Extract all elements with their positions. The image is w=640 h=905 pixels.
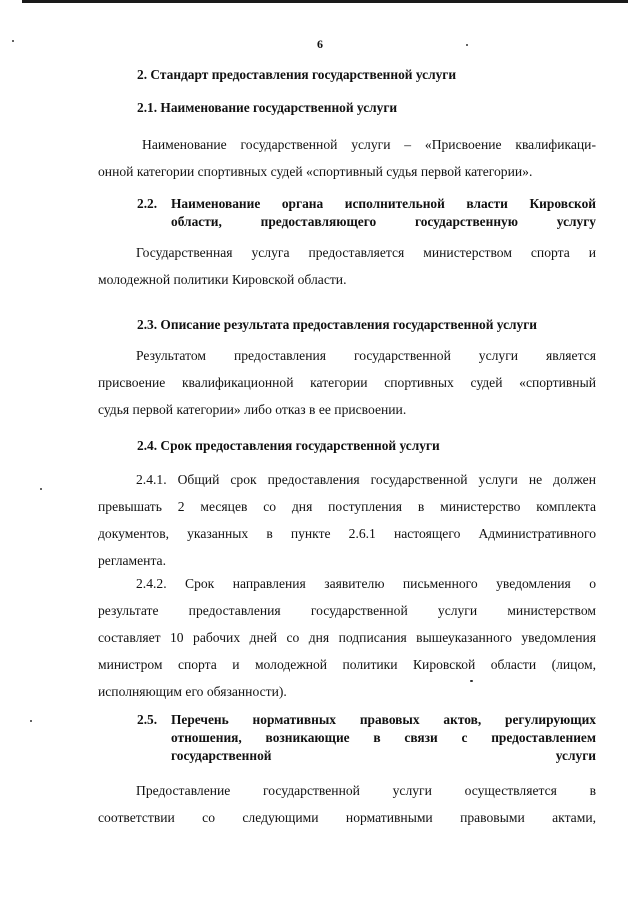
heading-2-3: 2.3. Описание результата предоставления государственной услуги xyxy=(137,317,538,332)
text-line: документов, указанных в пункте 2.6.1 настоящего Административного xyxy=(98,526,596,541)
page-number: 6 xyxy=(317,37,323,51)
text-line: составляет 10 рабочих дней со дня подписания вышеуказанного уведомления xyxy=(98,630,596,645)
text-line: Предоставление государственной услуги осуществляется в xyxy=(136,783,596,798)
paragraph-2-4-2 xyxy=(98,570,596,705)
heading-line: государственной услуги xyxy=(171,748,596,763)
paragraph-2-1 xyxy=(98,131,596,185)
heading-2-2 xyxy=(137,195,596,231)
text-line: 2.4.1. Общий срок предоставления государственной услуги не должен xyxy=(136,472,596,487)
text-line: Государственная услуга предоставляется министерством спорта и xyxy=(136,245,596,260)
text-line: исполняющим его обязанности). xyxy=(98,684,287,699)
scan-edge-line xyxy=(22,0,628,3)
heading-line: области, предоставляющего государственную услугу xyxy=(171,214,596,229)
text-line: онной категории спортивных судей «спортивный судья первой категории». xyxy=(98,164,533,179)
text-line: министром спорта и молодежной политики Кировской области (лицом, xyxy=(98,657,596,672)
heading-2-1: 2.1. Наименование государственной услуги xyxy=(137,100,398,115)
heading-2-5 xyxy=(137,711,596,765)
scan-speck xyxy=(30,720,32,722)
text-line: Наименование государственной услуги – «Присвоение квалификаци- xyxy=(142,137,596,152)
section-title: 2. Стандарт предоставления государственной услуги xyxy=(137,67,457,82)
text-line: 2.4.2. Срок направления заявителю письменного уведомления о xyxy=(136,576,596,591)
heading-2-4: 2.4. Срок предоставления государственной услуги xyxy=(137,438,440,453)
heading-number: 2.5. xyxy=(137,712,158,727)
text-line: молодежной политики Кировской области. xyxy=(98,272,347,287)
scan-speck xyxy=(40,488,42,490)
paragraph-2-5 xyxy=(98,777,596,831)
heading-line: Наименование органа исполнительной власти Кировской xyxy=(171,196,596,211)
text-line: регламента. xyxy=(98,553,166,568)
text-line: судья первой категории» либо отказ в ее присвоении. xyxy=(98,402,407,417)
paragraph-2-3 xyxy=(98,342,596,423)
heading-text xyxy=(171,195,596,231)
heading-line: Перечень нормативных правовых актов, регулирующих xyxy=(171,712,596,727)
text-line: соответствии со следующими нормативными правовыми актами, xyxy=(98,810,596,825)
text-line: присвоение квалификационной категории спортивных судей «спортивный xyxy=(98,375,596,390)
heading-line: отношения, возникающие в связи с предоставлением xyxy=(171,730,596,745)
text-line: превышать 2 месяцев со дня поступления в министерство комплекта xyxy=(98,499,596,514)
paragraph-2-2 xyxy=(98,239,596,293)
text-line: результате предоставления государственной услуги министерством xyxy=(98,603,596,618)
text-line: Результатом предоставления государственной услуги является xyxy=(136,348,596,363)
paragraph-2-4-1 xyxy=(98,466,596,574)
heading-number: 2.2. xyxy=(137,196,158,211)
heading-text xyxy=(171,711,596,765)
